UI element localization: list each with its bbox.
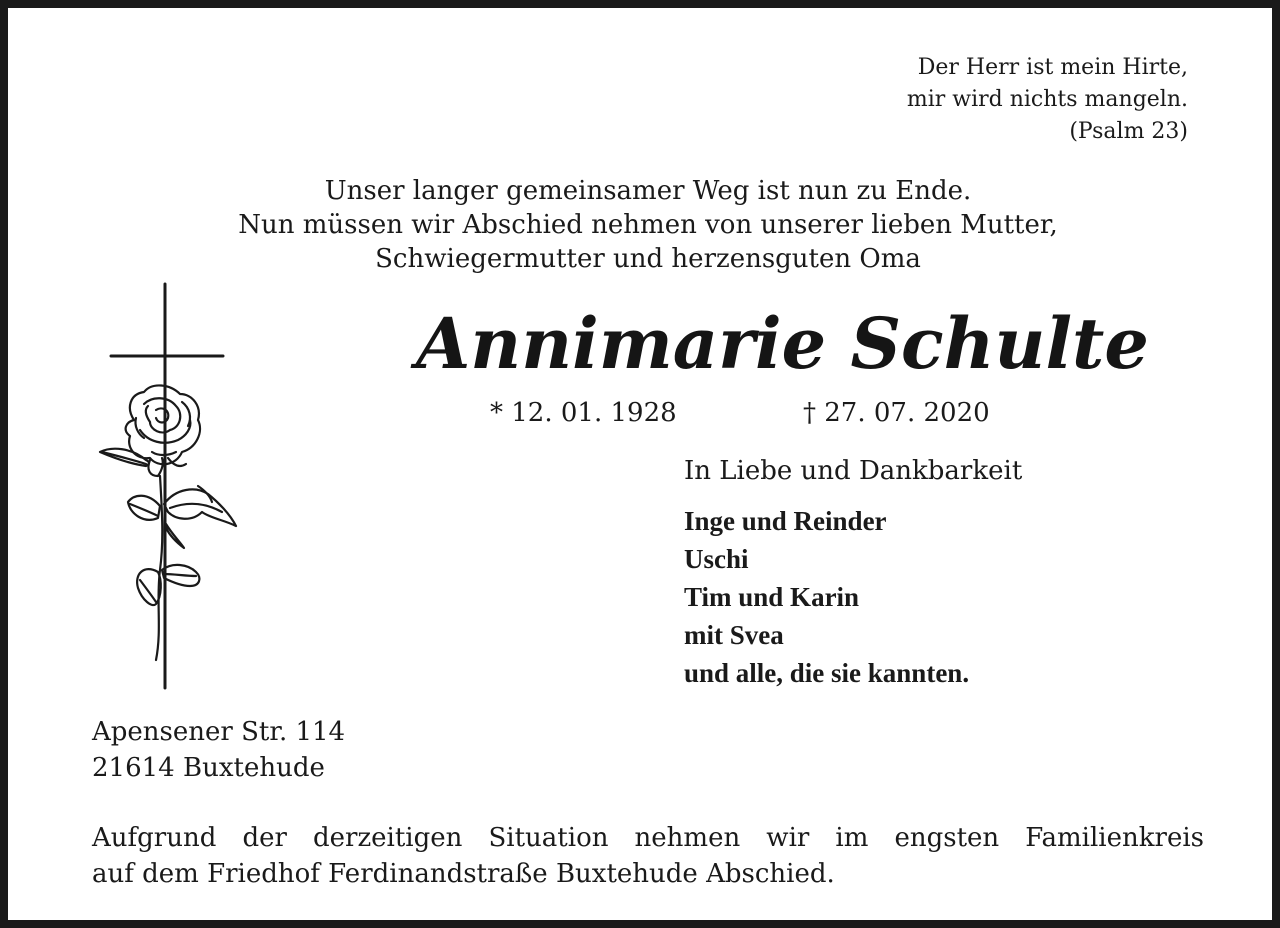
- psalm-line-2: mir wird nichts mangeln.: [906, 87, 1188, 112]
- intro-line-2: Nun müssen wir Abschied nehmen von unserer lieben Mutter,: [238, 210, 1058, 240]
- psalm-source: (Psalm 23): [1069, 119, 1188, 144]
- list-item: mit Svea: [684, 620, 784, 650]
- mourners-heading: In Liebe und Dankbarkeit: [684, 456, 1023, 486]
- notice-line-2: auf dem Friedhof Ferdinandstraße Buxtehude Abschied.: [92, 859, 835, 889]
- birth-date: * 12. 01. 1928: [490, 398, 677, 428]
- death-date: † 27. 07. 2020: [803, 398, 990, 428]
- list-item: Tim und Karin: [684, 582, 860, 612]
- mourners-list: [684, 502, 969, 692]
- list-item: Inge und Reinder: [684, 506, 887, 536]
- intro-line-3: Schwiegermutter und herzensguten Oma: [375, 244, 921, 274]
- notice-line-1: Aufgrund der derzeitigen Situation nehmen wir im engsten Familienkreis: [92, 823, 1204, 853]
- list-item: Uschi: [684, 544, 749, 574]
- address-street: Apensener Str. 114: [92, 717, 346, 747]
- deceased-name: Annimarie Schulte: [416, 302, 1149, 385]
- intro-line-1: Unser langer gemeinsamer Weg ist nun zu Ende.: [324, 176, 972, 206]
- address-block: [92, 714, 345, 786]
- intro-text: [8, 174, 1280, 276]
- cross-with-rose-icon: [92, 280, 252, 704]
- funeral-notice: [92, 820, 1204, 892]
- address-city: 21614 Buxtehude: [92, 753, 325, 783]
- list-item: und alle, die sie kannten.: [684, 658, 970, 688]
- psalm-line-1: Der Herr ist mein Hirte,: [917, 55, 1188, 80]
- psalm-quote: [907, 52, 1188, 148]
